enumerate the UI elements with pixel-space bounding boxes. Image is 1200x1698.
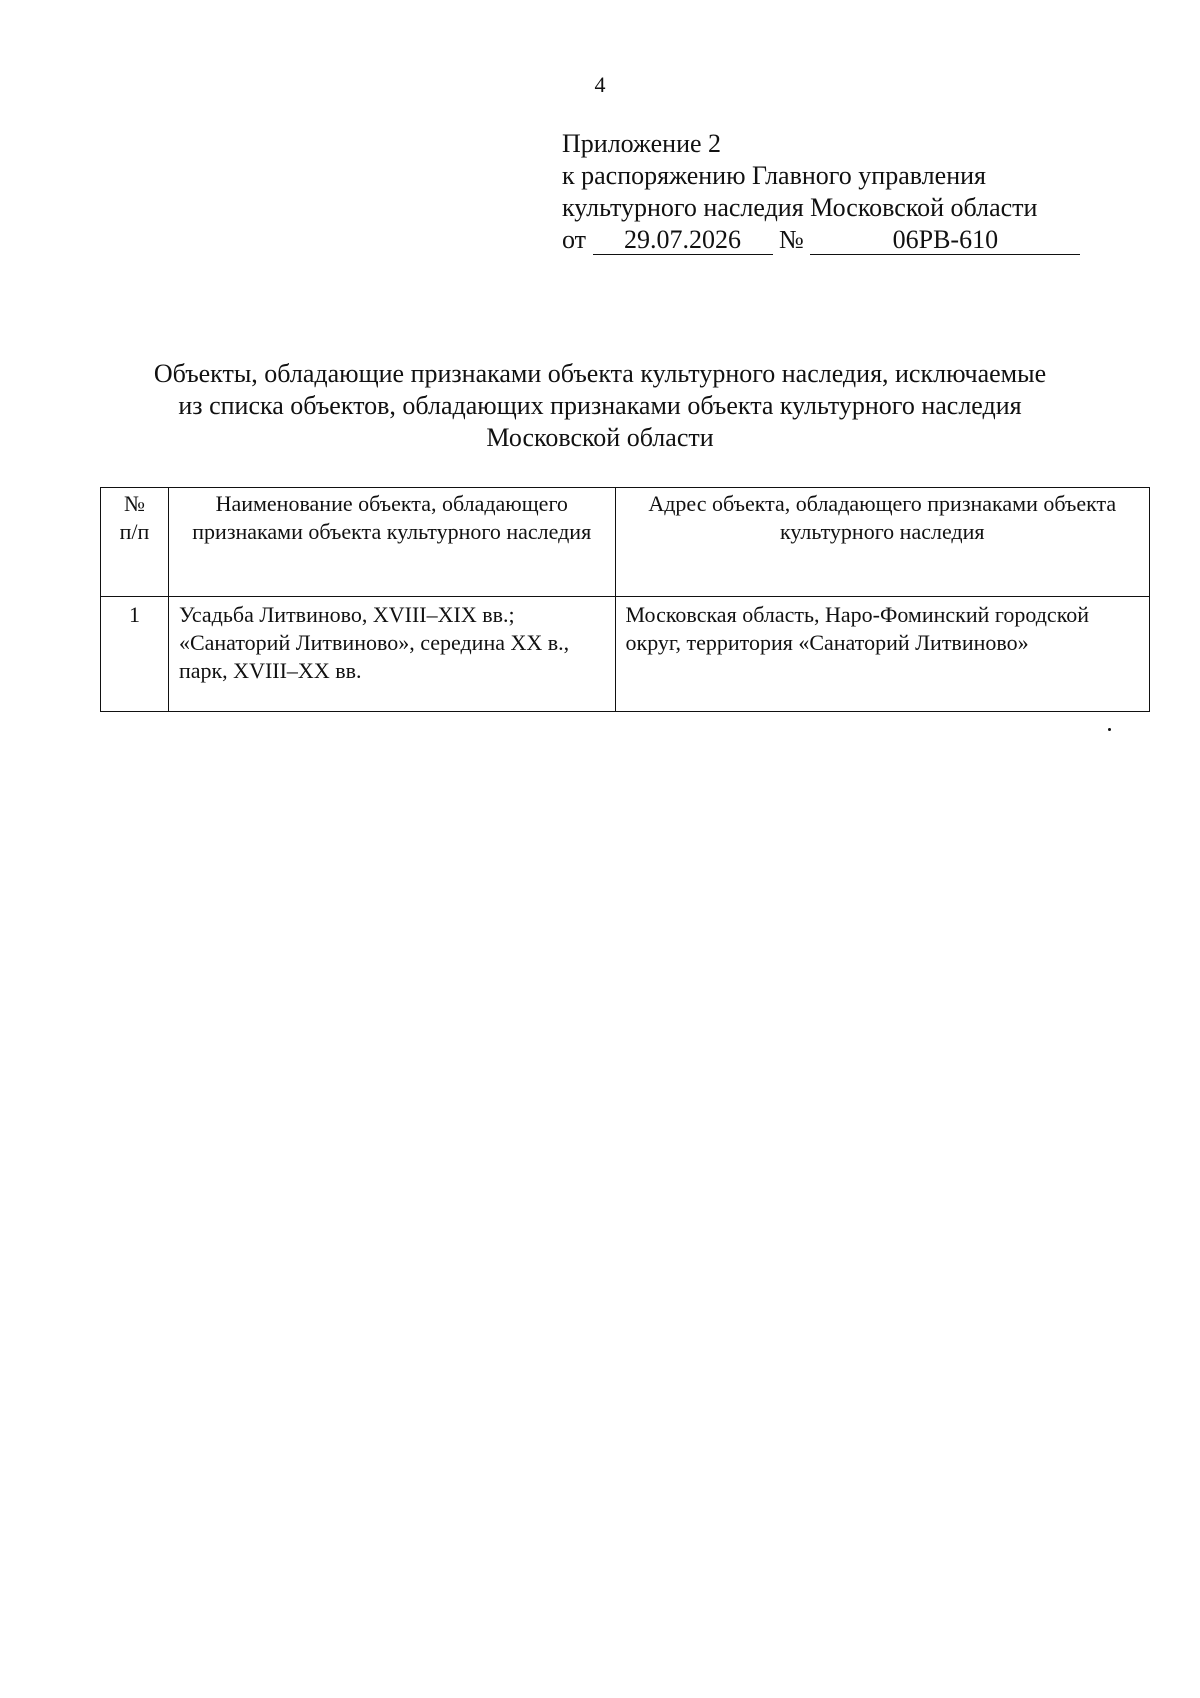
header-number-abbr: п/п xyxy=(119,519,150,544)
appendix-date-line xyxy=(562,224,1102,256)
number-sign: № xyxy=(779,225,804,254)
header-object-name: Наименование объекта, обладающего признаками объекта культурного наследия xyxy=(168,488,615,597)
appendix-authority-line: культурного наследия Московской области xyxy=(562,193,1038,222)
table-header-row xyxy=(101,488,1150,597)
appendix-header xyxy=(562,128,1102,256)
table-row xyxy=(101,597,1150,712)
header-object-address: Адрес объекта, обладающего признаками объекта культурного наследия xyxy=(615,488,1149,597)
document-number-field: 06РВ-610 xyxy=(810,226,1080,255)
appendix-order-line: к распоряжению Главного управления xyxy=(562,161,986,190)
appendix-label: Приложение 2 xyxy=(562,129,722,158)
stray-dot xyxy=(1108,728,1111,731)
title-line-2: из списка объектов, обладающих признаками объекта культурного наследия xyxy=(178,391,1022,420)
title-line-1: Объекты, обладающие признаками объекта культурного наследия, исключаемые xyxy=(153,359,1047,388)
date-prefix: от xyxy=(562,225,587,254)
date-field: 29.07.2026 xyxy=(593,226,773,255)
row-number: 1 xyxy=(101,597,169,712)
document-title xyxy=(100,358,1100,454)
title-line-3: Московской области xyxy=(486,423,714,452)
header-number-sign: № xyxy=(123,491,145,516)
row-object-name: Усадьба Литвиново, XVIII–XIX вв.; «Санаторий Литвиново», середина XX в., парк, XVIII–XX вв. xyxy=(168,597,615,712)
objects-table xyxy=(100,487,1150,712)
page-number: 4 xyxy=(594,72,606,97)
header-number xyxy=(101,488,169,597)
row-object-address: Московская область, Наро-Фоминский городской округ, территория «Санаторий Литвиново» xyxy=(615,597,1149,712)
